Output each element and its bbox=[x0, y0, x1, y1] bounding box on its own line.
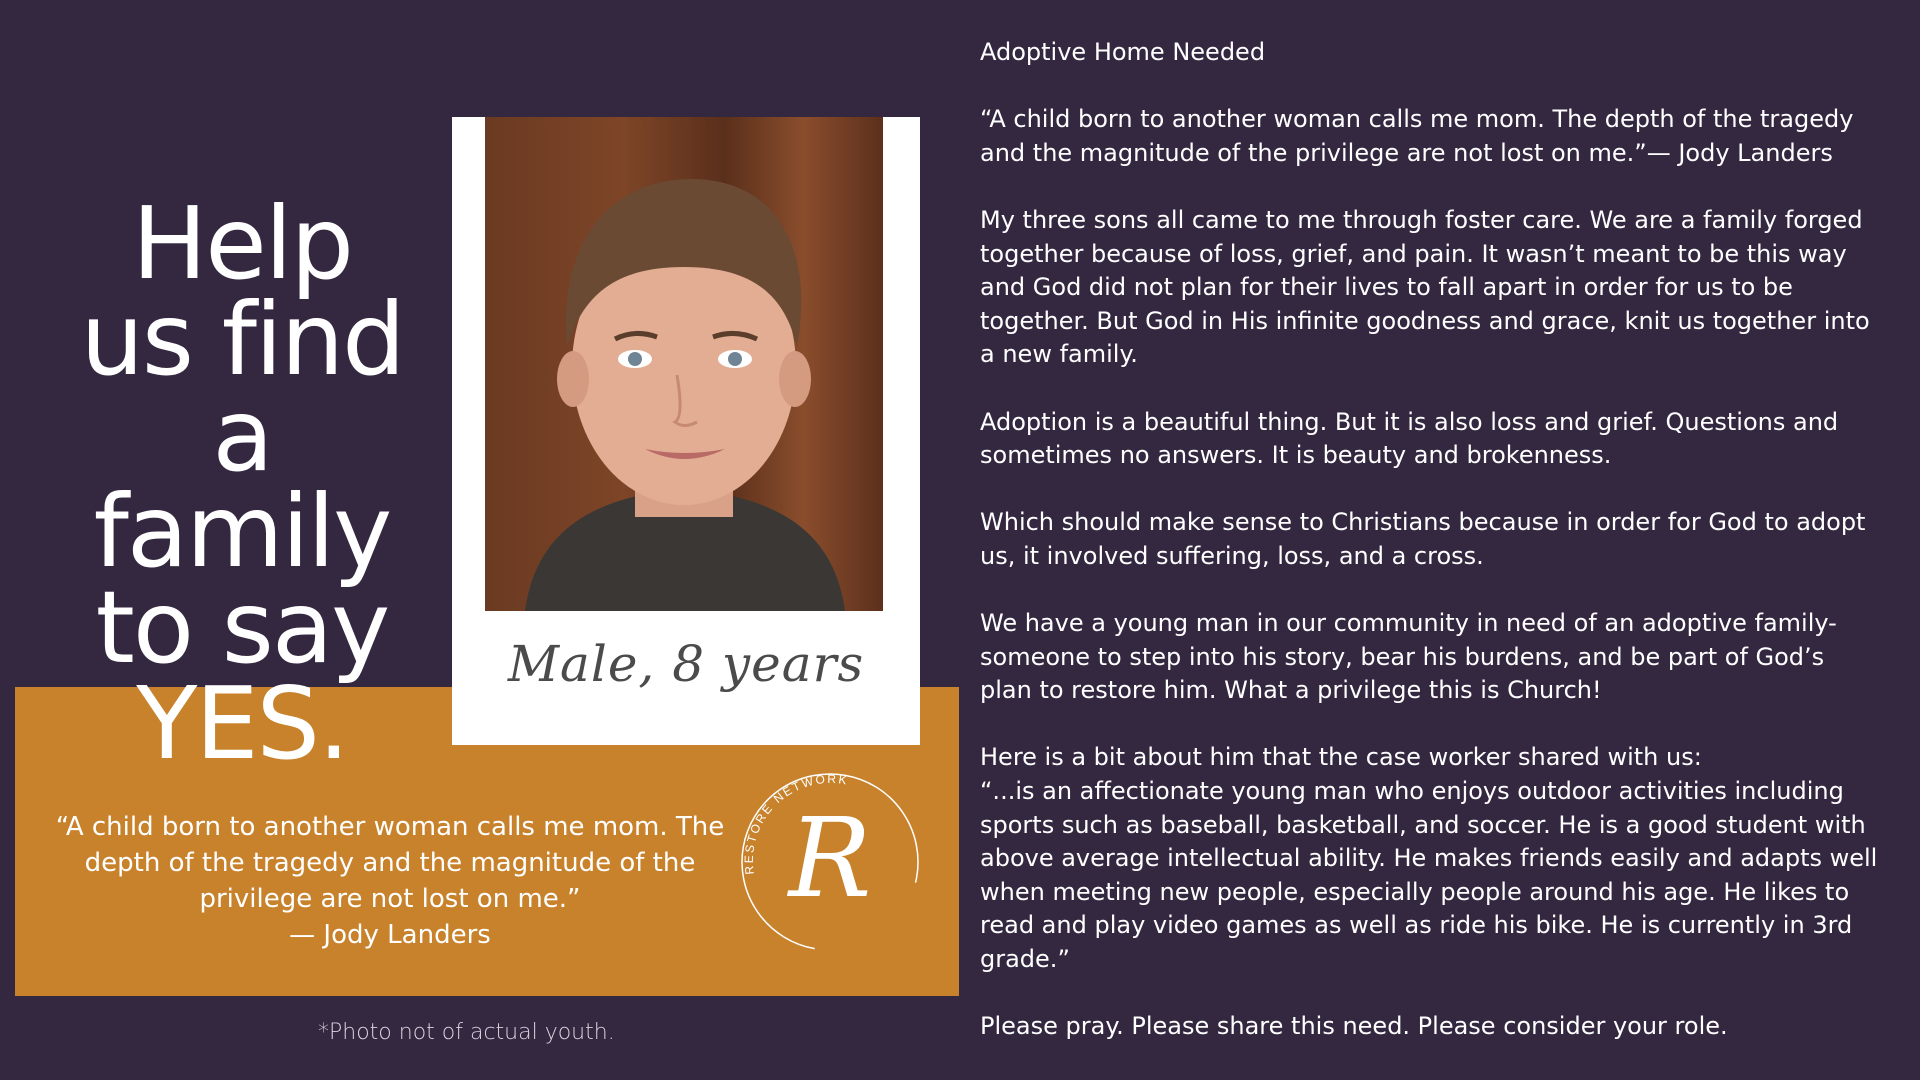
headline bbox=[20, 185, 464, 782]
child-photo bbox=[485, 117, 883, 611]
polaroid-frame bbox=[452, 117, 920, 745]
case-worker-quote: “...is an affectionate young man who enjoys outdoor activities including sports such as baseball, basketball, and soccer. He is a good student with above average intellectual ability. He makes friends easily and adapts well when meeting new people, especially people around his age. He likes to read and play video games as well as ride his bike. He is currently in 3rd grade.” bbox=[980, 777, 1878, 974]
logo-ring-text: RESTORE NETWORK bbox=[741, 771, 850, 876]
logo-icon bbox=[732, 764, 928, 960]
article-title: Adoptive Home Needed bbox=[980, 38, 1266, 66]
case-worker-section bbox=[980, 741, 1880, 976]
article-paragraph: Which should make sense to Christians because in order for God to adopt us, it involved suffering, loss, and a cross. bbox=[980, 508, 1866, 570]
article-paragraph: We have a young man in our community in need of an adoptive family-someone to step into his story, bear his burdens, and be part of God’s plan to restore him. What a privilege this is Church! bbox=[980, 609, 1837, 705]
child-portrait-illustration bbox=[485, 117, 883, 611]
restore-network-logo bbox=[732, 764, 928, 960]
headline-line: YES. bbox=[136, 665, 348, 782]
article-closing: Please pray. Please share this need. Please consider your role. bbox=[980, 1012, 1728, 1041]
headline-line: family bbox=[93, 473, 391, 590]
article-body bbox=[980, 36, 1880, 1077]
photo-disclaimer: *Photo not of actual youth. bbox=[318, 1020, 615, 1045]
headline-line: to say bbox=[95, 569, 389, 686]
panel-quote-text: “A child born to another woman calls me mom. The depth of the tragedy and the magnitude of the privilege are not lost on me.” bbox=[55, 812, 725, 914]
article-paragraph: Adoption is a beautiful thing. But it is also loss and grief. Questions and sometimes no answers. It is beauty and brokenness. bbox=[980, 407, 1839, 470]
article-quote: “A child born to another woman calls me mom. The depth of the tragedy and the magnitude of the privilege are not lost on me.”— Jody Landers bbox=[980, 105, 1854, 167]
article-paragraph: My three sons all came to me through foster care. We are a family forged together because of loss, grief, and pain. It wasn’t meant to be this way and God did not plan for their lives to fall apart in order for us to be together. But God in His infinite goodness and grace, knit us together into a new family. bbox=[980, 205, 1870, 369]
panel-quote-attribution: — Jody Landers bbox=[289, 920, 491, 950]
case-worker-intro: Here is a bit about him that the case worker shared with us: bbox=[980, 743, 1702, 772]
logo-letter: R bbox=[788, 794, 872, 922]
headline-line: Help bbox=[132, 185, 352, 302]
headline-line: us find bbox=[80, 281, 404, 398]
panel-quote bbox=[40, 809, 740, 953]
headline-line: a bbox=[212, 377, 272, 494]
photo-caption: Male, 8 years bbox=[507, 635, 865, 693]
